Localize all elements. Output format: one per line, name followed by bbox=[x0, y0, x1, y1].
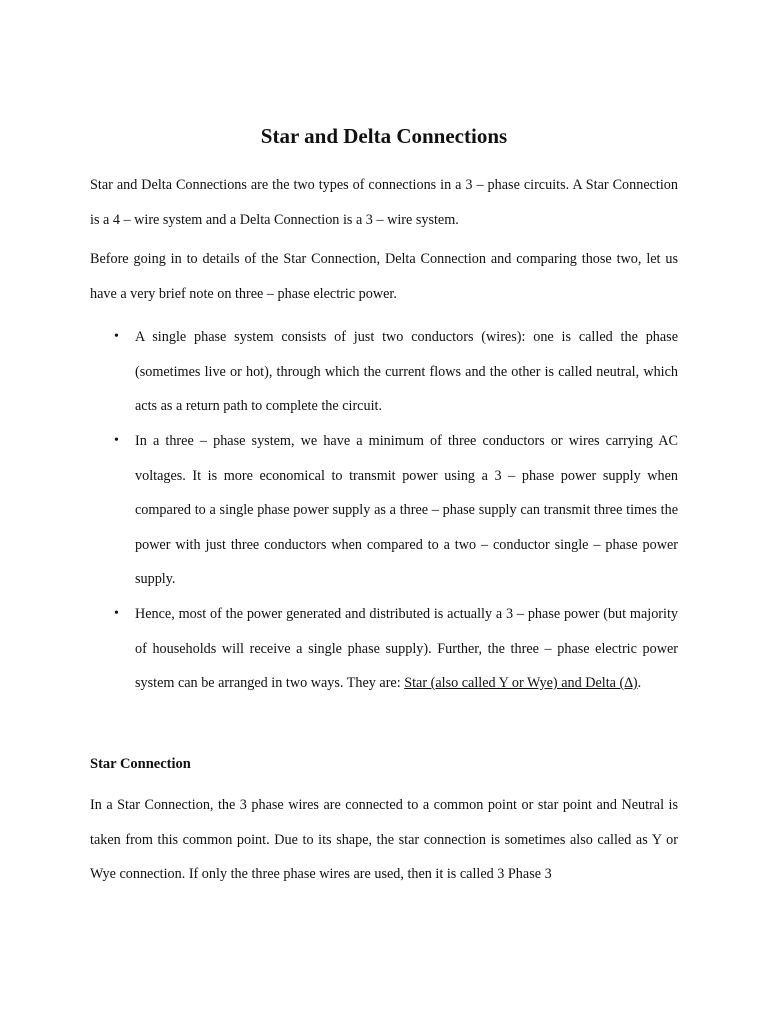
underlined-phrase: Star (also called Y or Wye) and Delta (∆) bbox=[404, 675, 638, 691]
intro-paragraph: Star and Delta Connections are the two types of connections in a 3 – phase circuits. A Star Connection is a 4 – wire system and a Delta Connection is a 3 – wire system. bbox=[90, 177, 678, 228]
bullet-icon: • bbox=[114, 606, 119, 621]
bullet-text-end: . bbox=[637, 675, 642, 691]
bullet-text bbox=[135, 597, 678, 701]
section-paragraph: In a Star Connection, the 3 phase wires are connected to a common point or star point and Neutral is taken from this common point. Due to its shape, the star connection is sometimes also called as Y or Wye connection. If only the three phase wires are used, then it is called 3 Phase 3 bbox=[90, 797, 678, 882]
bullet-text: In a three – phase system, we have a minimum of three conductors or wires carrying AC voltages. It is more economical to transmit power using a 3 – phase power supply when compared to a single phase power supply as a three – phase supply can transmit three times the power with just three conductors when compared to a two – conductor single – phase power supply. bbox=[135, 433, 678, 587]
bullet-icon: • bbox=[114, 329, 119, 344]
bullet-text: A single phase system consists of just two conductors (wires): one is called the phase (sometimes live or hot), through which the current flows and the other is called neutral, which acts as a return path to complete the circuit. bbox=[135, 329, 678, 414]
page-title: Star and Delta Connections bbox=[260, 124, 508, 148]
bullet-text-start: Hence, most of the power generated and distributed is actually a 3 – phase power (but majority of households will receive a single phase supply). Further, the three – phase electric power system can be arranged in two ways. They are: bbox=[135, 606, 678, 691]
section-heading: Star Connection bbox=[90, 756, 191, 772]
bullet-icon: • bbox=[114, 433, 119, 448]
second-paragraph: Before going in to details of the Star Connection, Delta Connection and comparing those two, let us have a very brief note on three – phase electric power. bbox=[90, 251, 678, 302]
